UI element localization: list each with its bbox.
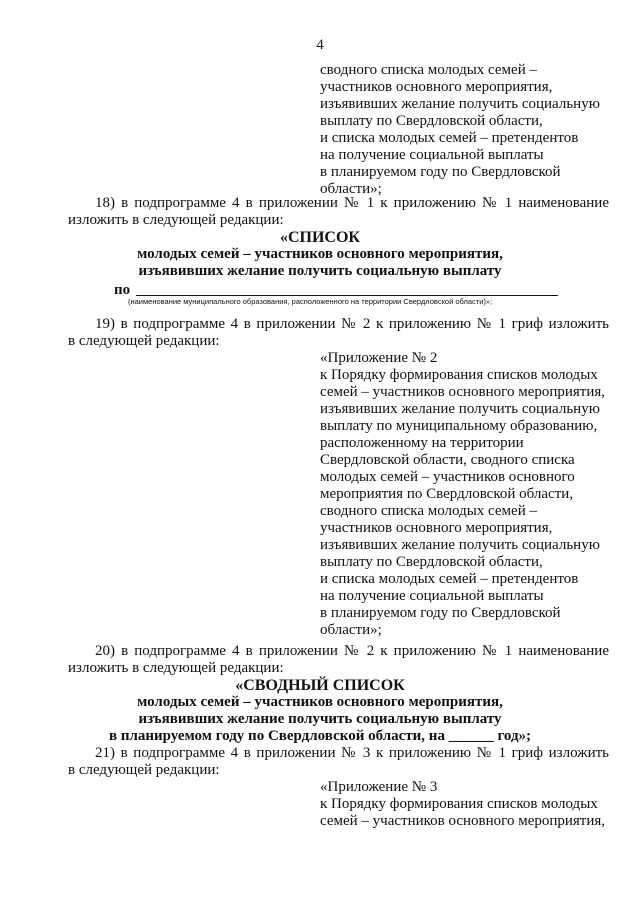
block-line: изъявивших желание получить социальную — [320, 401, 600, 417]
block-line: сводного списка молодых семей – — [320, 62, 537, 78]
heading-summary-title: «СВОДНЫЙ СПИСОК — [235, 677, 405, 694]
item-21-line-1: 21) в подпрограмме 4 в приложении № 3 к приложению № 1 гриф изложить — [95, 745, 609, 761]
block-line: расположенному на территории — [320, 435, 524, 451]
item-20-line-1: 20) в подпрограмме 4 в приложении № 2 к приложению № 1 наименование — [95, 643, 609, 659]
heading-list-title: «СПИСОК — [279, 229, 361, 246]
block-line: изъявивших желание получить социальную — [320, 96, 600, 112]
underline-caption: (наименование муниципального образования, расположенного на территории Свердловской области)»; — [128, 297, 493, 306]
fill-in-underline — [136, 295, 558, 296]
block-line: семей – участников основного мероприятия, — [320, 384, 606, 400]
heading-summary-line-3: в планируемом году по Свердловской области, на ______ год»; — [108, 728, 532, 744]
block-line: выплату по Свердловской области, — [320, 113, 543, 129]
block-line: Свердловской области, сводного списка — [320, 452, 575, 468]
item-19-line-1: 19) в подпрограмме 4 в приложении № 2 к приложению № 1 гриф изложить — [95, 316, 609, 332]
heading-list-po: по — [114, 282, 131, 298]
block-line: к Порядку формирования списков молодых — [320, 796, 598, 812]
block-appendix-2 — [320, 350, 605, 639]
heading-list-line-2: изъявивших желание получить социальную выплату — [138, 263, 502, 279]
block-line: выплату по Свердловской области, — [320, 554, 543, 570]
page-number: 4 — [316, 37, 324, 53]
heading-summary-line-2: изъявивших желание получить социальную выплату — [138, 711, 502, 727]
block-line: области»; — [320, 181, 382, 197]
heading-summary-line-1: молодых семей – участников основного мероприятия, — [137, 694, 503, 710]
block-line: молодых семей – участников основного — [320, 469, 575, 485]
block-appendix-tail — [320, 62, 600, 198]
block-line: «Приложение № 3 — [320, 779, 438, 795]
block-line: области»; — [320, 622, 382, 638]
block-line: в планируемом году по Свердловской — [320, 605, 561, 621]
block-line: выплату по муниципальному образованию, — [320, 418, 598, 434]
block-line: мероприятия по Свердловской области, — [320, 486, 574, 502]
block-line: участников основного мероприятия, — [320, 79, 553, 95]
block-line: «Приложение № 2 — [320, 350, 438, 366]
block-line: участников основного мероприятия, — [320, 520, 553, 536]
block-line: в планируемом году по Свердловской — [320, 164, 561, 180]
block-line: на получение социальной выплаты — [320, 147, 544, 163]
block-line: семей – участников основного мероприятия, — [320, 813, 606, 829]
item-18-line-2: изложить в следующей редакции: — [68, 212, 284, 228]
block-line: к Порядку формирования списков молодых — [320, 367, 598, 383]
block-line: на получение социальной выплаты — [320, 588, 544, 604]
item-18-line-1: 18) в подпрограмме 4 в приложении № 1 к приложению № 1 наименование — [95, 195, 609, 211]
item-21-line-2: в следующей редакции: — [68, 762, 220, 778]
block-line: и списка молодых семей – претендентов — [320, 130, 579, 146]
heading-list-line-1: молодых семей – участников основного мероприятия, — [137, 246, 503, 262]
block-line: сводного списка молодых семей – — [320, 503, 537, 519]
block-line: изъявивших желание получить социальную — [320, 537, 600, 553]
item-19-line-2: в следующей редакции: — [68, 333, 220, 349]
item-20-line-2: изложить в следующей редакции: — [68, 660, 284, 676]
block-line: и списка молодых семей – претендентов — [320, 571, 579, 587]
block-appendix-3 — [320, 779, 605, 830]
